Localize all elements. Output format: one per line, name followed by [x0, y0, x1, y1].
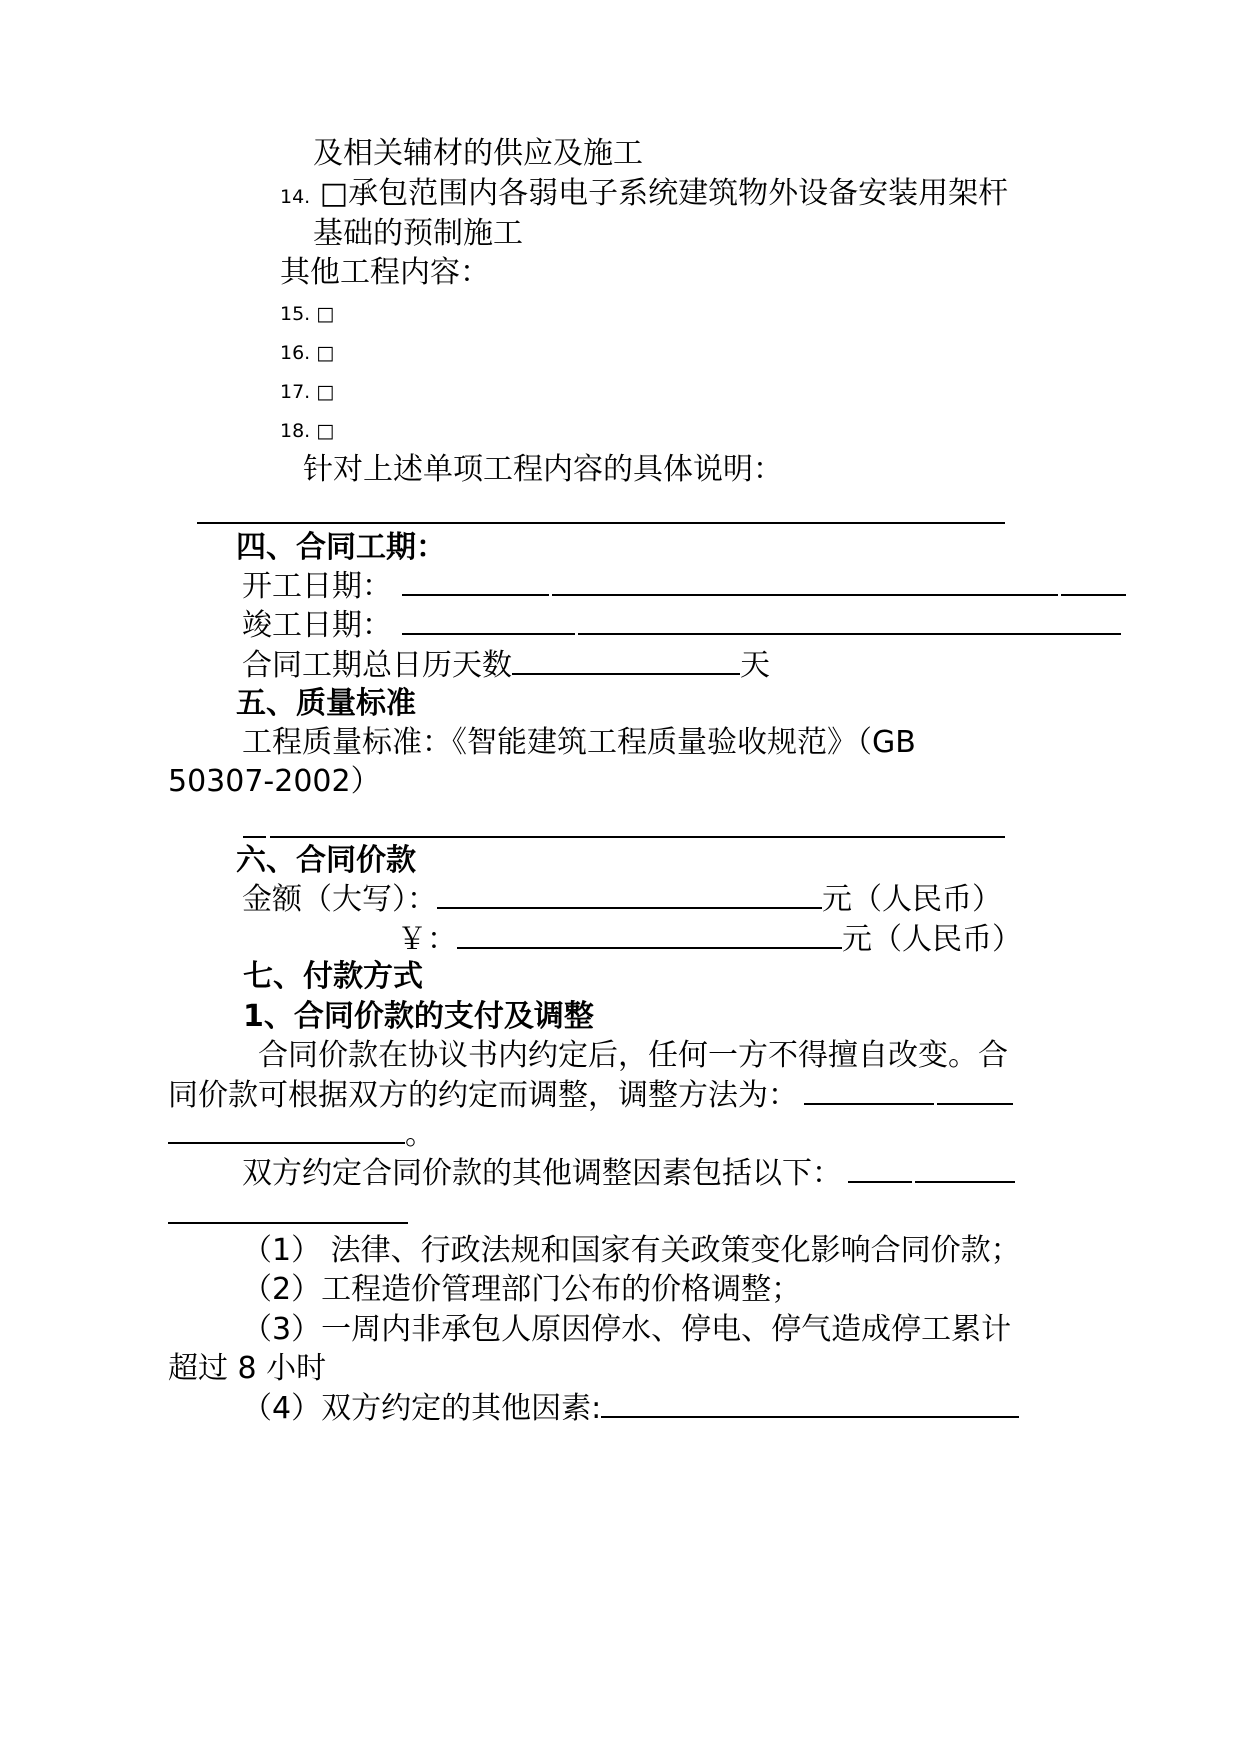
amount-words-row [242, 879, 1002, 920]
amount-words-label: 金额（大写）： [242, 882, 437, 917]
total-days-row [242, 645, 770, 686]
factor-item: （2）工程造价管理部门公布的价格调整； [242, 1272, 802, 1307]
checklist-item [280, 372, 334, 412]
paragraph-line: 合同价款在协议书内约定后，任何一方不得擅自改变。合 [258, 1038, 1008, 1073]
total-days-field[interactable] [512, 645, 740, 675]
currency-label: 元（人民币） [842, 922, 1022, 957]
checklist-item [280, 294, 334, 334]
amount-figures-row [397, 919, 1022, 960]
adjust-method-field[interactable] [804, 1075, 934, 1105]
end-date-label: 竣工日期： [242, 608, 392, 643]
total-days-label: 合同工期总日历天数 [242, 648, 512, 683]
other-factors-field[interactable] [848, 1153, 912, 1183]
item-text: □承包范围内各弱电子系统建筑物外设备安装用架杆 [319, 176, 1009, 211]
explanation-blank-line[interactable] [197, 522, 1005, 524]
start-date-row [242, 566, 1126, 607]
scope-item-14-continued: 基础的预制施工 [313, 216, 523, 251]
item-number: 16. [280, 342, 311, 364]
section-5-heading: 五、质量标准 [236, 686, 416, 721]
item-number: 14. [280, 186, 311, 208]
days-unit: 天 [740, 648, 770, 683]
sentence-end: 。 [405, 1117, 435, 1152]
factor-item-continued: 超过 8 小时 [168, 1351, 327, 1386]
end-date-row [242, 605, 1121, 646]
start-date-field-extension[interactable] [552, 566, 1058, 596]
scope-item-14 [280, 174, 1008, 217]
factor-item-other-label: （4）双方约定的其他因素: [242, 1391, 602, 1426]
factor-item-other-row [242, 1388, 1019, 1429]
item-number: 15. [280, 303, 311, 325]
currency-label: 元（人民币） [822, 882, 1002, 917]
checkbox-icon[interactable]: □ [316, 342, 335, 364]
yuan-symbol-label: ￥： [397, 922, 457, 957]
section-7-heading: 七、付款方式 [243, 959, 423, 994]
other-factors-label: 双方约定合同价款的其他调整因素包括以下： [242, 1156, 842, 1191]
start-date-field-tail[interactable] [1061, 566, 1126, 596]
checkbox-icon[interactable]: □ [316, 381, 335, 403]
scope-line-continued: 及相关辅材的供应及施工 [313, 136, 643, 171]
start-date-label: 开工日期： [242, 569, 392, 604]
factor-item: （1） 法律、行政法规和国家有关政策变化影响合同价款； [242, 1233, 1021, 1268]
checklist-item [280, 333, 334, 373]
section-4-heading: 四、合同工期： [236, 530, 446, 565]
other-work-label: 其他工程内容： [280, 255, 490, 290]
quality-blank-line-short[interactable] [243, 836, 266, 838]
end-date-field-extension[interactable] [578, 605, 1121, 635]
adjust-method-field-extension[interactable] [937, 1075, 1013, 1105]
other-factors-blank[interactable] [601, 1388, 1019, 1418]
other-factors-field-continued[interactable] [168, 1222, 408, 1224]
item-number: 17. [280, 381, 311, 403]
other-factors-row [242, 1153, 1015, 1194]
other-factors-field-extension[interactable] [915, 1153, 1015, 1183]
checkbox-icon[interactable]: □ [316, 420, 335, 442]
adjust-method-field-continued[interactable] [168, 1114, 405, 1144]
start-date-field[interactable] [402, 566, 549, 596]
checklist-item [280, 411, 334, 451]
amount-figures-field[interactable] [457, 919, 842, 949]
quality-standard-code: 50307-2002） [168, 764, 381, 799]
adjust-method-row [168, 1075, 1013, 1116]
factor-item: （3）一周内非承包人原因停水、停电、停气造成停工累计 [242, 1312, 1012, 1347]
explanation-label: 针对上述单项工程内容的具体说明： [303, 452, 783, 487]
adjust-method-label: 同价款可根据双方的约定而调整，调整方法为： [168, 1078, 798, 1113]
quality-blank-line[interactable] [270, 836, 1005, 838]
adjust-method-continued-row [168, 1114, 435, 1155]
quality-standard-line: 工程质量标准：《智能建筑工程质量验收规范》（GB [242, 725, 916, 760]
amount-words-field[interactable] [437, 879, 822, 909]
section-6-heading: 六、合同价款 [236, 843, 416, 878]
checkbox-icon[interactable]: □ [316, 303, 335, 325]
item-number: 18. [280, 420, 311, 442]
end-date-field[interactable] [402, 605, 575, 635]
subsection-7-1-heading: 1、合同价款的支付及调整 [243, 999, 594, 1034]
